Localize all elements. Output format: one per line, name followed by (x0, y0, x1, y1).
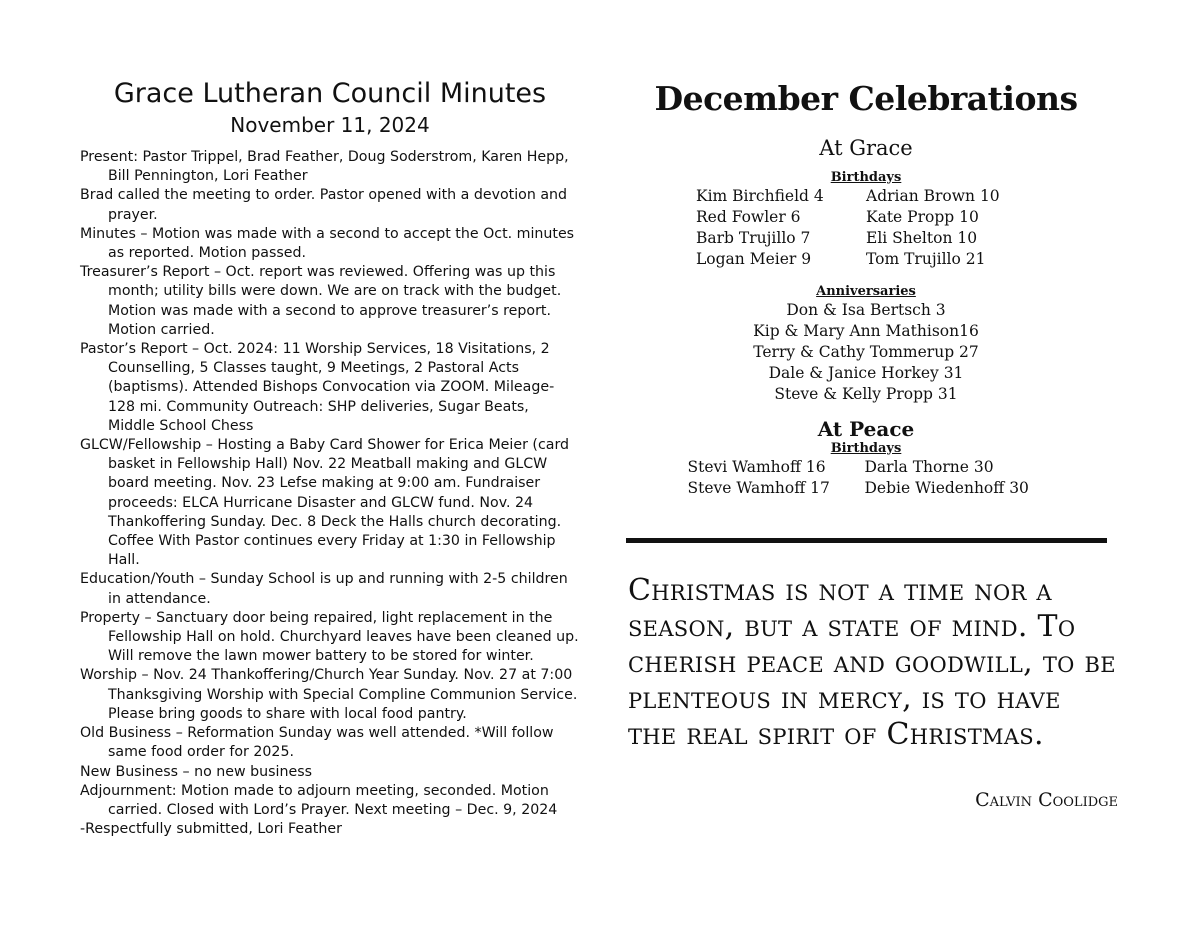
grace-anniversaries-label: Anniversaries (816, 284, 916, 299)
at-grace-heading: At Grace (819, 136, 913, 160)
quote-author: Calvin Coolidge (975, 789, 1118, 811)
list-item: Steve & Kelly Propp 31 (774, 385, 958, 403)
entry-call-to-order: Brad called the meeting to order. Pastor opened with a devotion and prayer. (80, 187, 568, 223)
list-item: Eli Shelton 10 (866, 229, 978, 247)
december-celebrations (626, 74, 1106, 499)
list-item: Kip & Mary Ann Mathison16 (753, 322, 979, 340)
section-divider (626, 538, 1107, 543)
entry-worship: Worship – Nov. 24 Thankoffering/Church Year Sunday. Nov. 27 at 7:00 Thanksgiving Worship with Special Compline Communion Service. Please bring goods to share with local food pantry. (80, 667, 578, 722)
list-item: Tom Trujillo 21 (866, 250, 986, 268)
peace-birthdays-label: Birthdays (830, 441, 902, 456)
entry-minutes: Minutes – Motion was made with a second to accept the Oct. minutes as reported. Motion passed. (80, 225, 575, 262)
entry-old-business: Old Business – Reformation Sunday was well attended. *Will follow same food order for 2025. (80, 725, 554, 761)
list-item: Kim Birchfield 4 (696, 187, 824, 205)
entry-property: Property – Sanctuary door being repaired, light replacement in the Fellowship Hall on hold. Churchyard leaves have been cleaned up. Will remove the lawn mower battery to be stored for winter. (80, 609, 579, 665)
list-item: Logan Meier 9 (696, 250, 812, 268)
council-minutes (80, 76, 580, 839)
at-peace-heading: At Peace (817, 417, 915, 441)
list-item: Kate Propp 10 (866, 208, 979, 226)
grace-birthdays-label: Birthdays (830, 170, 902, 185)
entry-treasurer-report: Treasurer’s Report – Oct. report was reviewed. Offering was up this month; utility bills were down. We are on track with the budget. Motion was made with a second to approve treasurer’s report. Motion carried. (80, 264, 562, 338)
list-item: Barb Trujillo 7 (696, 229, 811, 247)
peace-birthdays-list (626, 457, 1106, 499)
entry-submitted-by: -Respectfully submitted, Lori Feather (80, 821, 342, 838)
list-item: Don & Isa Bertsch 3 (786, 301, 946, 319)
list-item: Stevi Wamhoff 16 (687, 458, 826, 476)
entry-glcw-fellowship: GLCW/Fellowship – Hosting a Baby Card Shower for Erica Meier (card basket in Fellowship Hall) Nov. 22 Meatball making and GLCW board meeting. Nov. 23 Lefse making at 9:00 am. Fundraiser proceeds: ELCA Hurricane Disaster and GLCW fund. Nov. 24 Thankoffering Sunday. Dec. 8 Deck the Halls church decorating. Coffee With Pastor continues every Friday at 1:30 in Fellowship Hall. (80, 437, 570, 569)
entry-education-youth: Education/Youth – Sunday School is up and running with 2-5 children in attendance. (80, 571, 568, 607)
list-item: Dale & Janice Horkey 31 (768, 364, 964, 382)
entry-new-business: New Business – no new business (80, 763, 312, 780)
list-item: Debie Wiedenhoff 30 (864, 479, 1029, 497)
list-item: Red Fowler 6 (696, 208, 801, 226)
grace-birthdays-list (626, 186, 1106, 270)
entry-adjournment: Adjournment: Motion made to adjourn meeting, seconded. Motion carried. Closed with Lord’s Prayer. Next meeting – Dec. 9, 2024 (80, 782, 558, 818)
minutes-date: November 11, 2024 (230, 113, 430, 137)
minutes-title: Grace Lutheran Council Minutes (113, 78, 547, 109)
list-item: Terry & Cathy Tommerup 27 (753, 343, 979, 361)
list-item: Adrian Brown 10 (866, 187, 1000, 205)
grace-anniversaries-list (626, 300, 1106, 405)
celebrations-title: December Celebrations (654, 79, 1078, 118)
entry-pastor-report: Pastor’s Report – Oct. 2024: 11 Worship Services, 18 Visitations, 2 Counselling, 5 Classes taught, 9 Meetings, 2 Pastoral Acts (baptisms). Attended Bishops Convocation via ZOOM. Mileage-128 mi. Community Outreach: SHP deliveries, Sugar Beats, Middle School Chess (80, 341, 555, 434)
christmas-quote: Christmas is not a time nor a season, but a state of mind. To cherish peace and goodwill, to be plenteous in mercy, is to have the real spirit of Christmas. (628, 573, 1116, 752)
entry-present: Present: Pastor Trippel, Brad Feather, Doug Soderstrom, Karen Hepp, Bill Pennington, Lori Feather (80, 149, 569, 185)
list-item: Darla Thorne 30 (864, 458, 994, 476)
list-item: Steve Wamhoff 17 (687, 479, 830, 497)
